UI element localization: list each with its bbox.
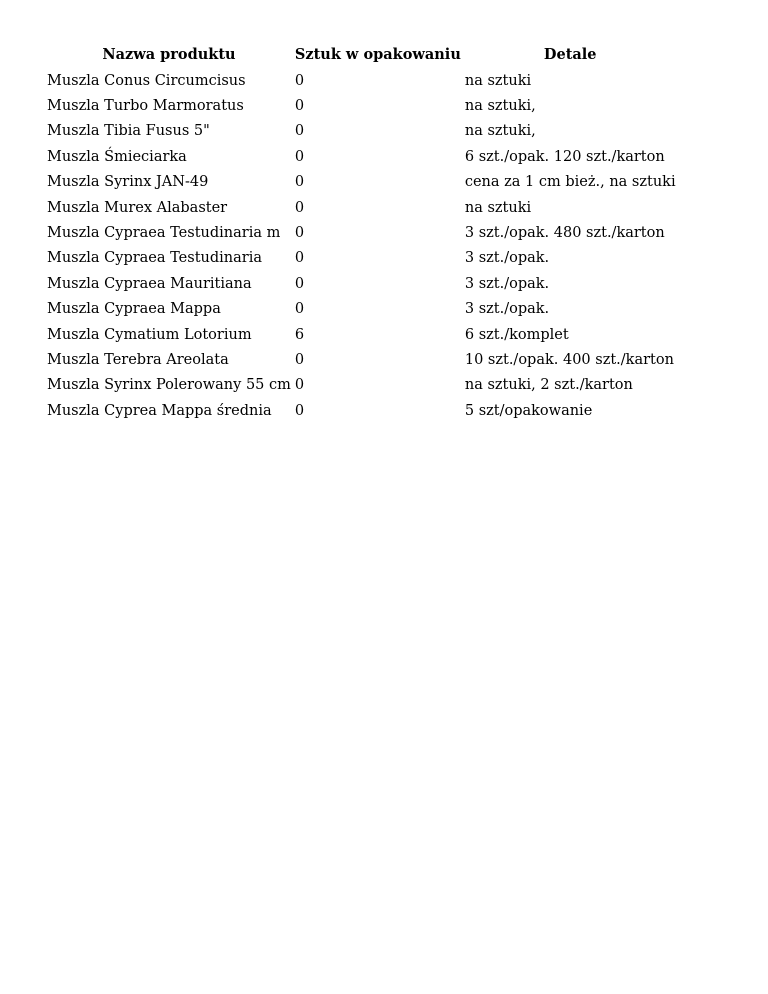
table-row xyxy=(45,398,678,423)
details-cell: 6 szt./komplet xyxy=(464,326,569,343)
details-cell: 3 szt./opak. xyxy=(464,250,550,267)
pieces-per-pack-cell: 0 xyxy=(294,377,305,394)
product-name-cell: Muszla Cyprea Mappa średnia xyxy=(47,402,272,419)
details-cell: na sztuki, xyxy=(464,98,536,115)
pieces-per-pack-cell: 0 xyxy=(294,250,305,267)
product-name-cell: Muszla Tibia Fusus 5" xyxy=(47,123,210,140)
pieces-per-pack-cell: 6 xyxy=(294,326,305,343)
details-cell: na sztuki, xyxy=(464,123,536,140)
product-name-cell: Muszla Terebra Areolata xyxy=(47,351,229,368)
table-body xyxy=(45,68,678,423)
table-row xyxy=(45,271,678,296)
details-cell: 3 szt./opak. xyxy=(464,301,550,318)
table-row xyxy=(45,119,678,144)
table-row xyxy=(45,297,678,322)
table-row xyxy=(45,195,678,220)
table-row xyxy=(45,373,678,398)
table-row xyxy=(45,347,678,372)
pieces-per-pack-cell: 0 xyxy=(294,199,305,216)
pieces-per-pack-cell: 0 xyxy=(294,148,305,165)
details-cell: 5 szt/opakowanie xyxy=(464,402,593,419)
table-row xyxy=(45,246,678,271)
details-cell: 10 szt./opak. 400 szt./karton xyxy=(464,351,674,368)
details-cell: cena za 1 cm bież., na sztuki xyxy=(464,174,676,191)
pieces-per-pack-cell: 0 xyxy=(294,174,305,191)
table-row xyxy=(45,144,678,169)
product-name-cell: Muszla Cymatium Lotorium xyxy=(47,326,252,343)
product-name-cell: Muszla Conus Circumcisus xyxy=(47,72,246,89)
pieces-per-pack-cell: 0 xyxy=(294,72,305,89)
table-row xyxy=(45,93,678,118)
table-row xyxy=(45,170,678,195)
details-cell: 3 szt./opak. xyxy=(464,275,550,292)
product-name-cell: Muszla Syrinx JAN-49 xyxy=(47,174,209,191)
details-cell: 6 szt./opak. 120 szt./karton xyxy=(464,148,665,165)
product-name-cell: Muszla Śmieciarka xyxy=(47,148,187,165)
header-details: Detale xyxy=(543,46,597,63)
header-product-name: Nazwa produktu xyxy=(102,46,236,63)
table-header-row xyxy=(45,41,678,68)
product-name-cell: Muszla Murex Alabaster xyxy=(47,199,228,216)
header-pieces-per-pack: Sztuk w opakowaniu xyxy=(294,46,461,63)
table-row xyxy=(45,68,678,93)
table-row xyxy=(45,220,678,245)
product-name-cell: Muszla Cypraea Testudinaria m xyxy=(47,225,281,242)
pieces-per-pack-cell: 0 xyxy=(294,301,305,318)
details-cell: 3 szt./opak. 480 szt./karton xyxy=(464,225,665,242)
details-cell: na sztuki xyxy=(464,199,532,216)
product-name-cell: Muszla Cypraea Testudinaria xyxy=(47,250,262,267)
product-name-cell: Muszla Syrinx Polerowany 55 cm xyxy=(47,377,291,394)
product-name-cell: Muszla Turbo Marmoratus xyxy=(47,98,244,115)
pieces-per-pack-cell: 0 xyxy=(294,225,305,242)
product-name-cell: Muszla Cypraea Mauritiana xyxy=(47,275,252,292)
pieces-per-pack-cell: 0 xyxy=(294,98,305,115)
details-cell: na sztuki, 2 szt./karton xyxy=(464,377,633,394)
table-row xyxy=(45,322,678,347)
pieces-per-pack-cell: 0 xyxy=(294,123,305,140)
product-name-cell: Muszla Cypraea Mappa xyxy=(47,301,221,318)
product-table xyxy=(45,41,678,423)
details-cell: na sztuki xyxy=(464,72,532,89)
pieces-per-pack-cell: 0 xyxy=(294,351,305,368)
product-sheet xyxy=(45,41,678,423)
pieces-per-pack-cell: 0 xyxy=(294,275,305,292)
pieces-per-pack-cell: 0 xyxy=(294,402,305,419)
